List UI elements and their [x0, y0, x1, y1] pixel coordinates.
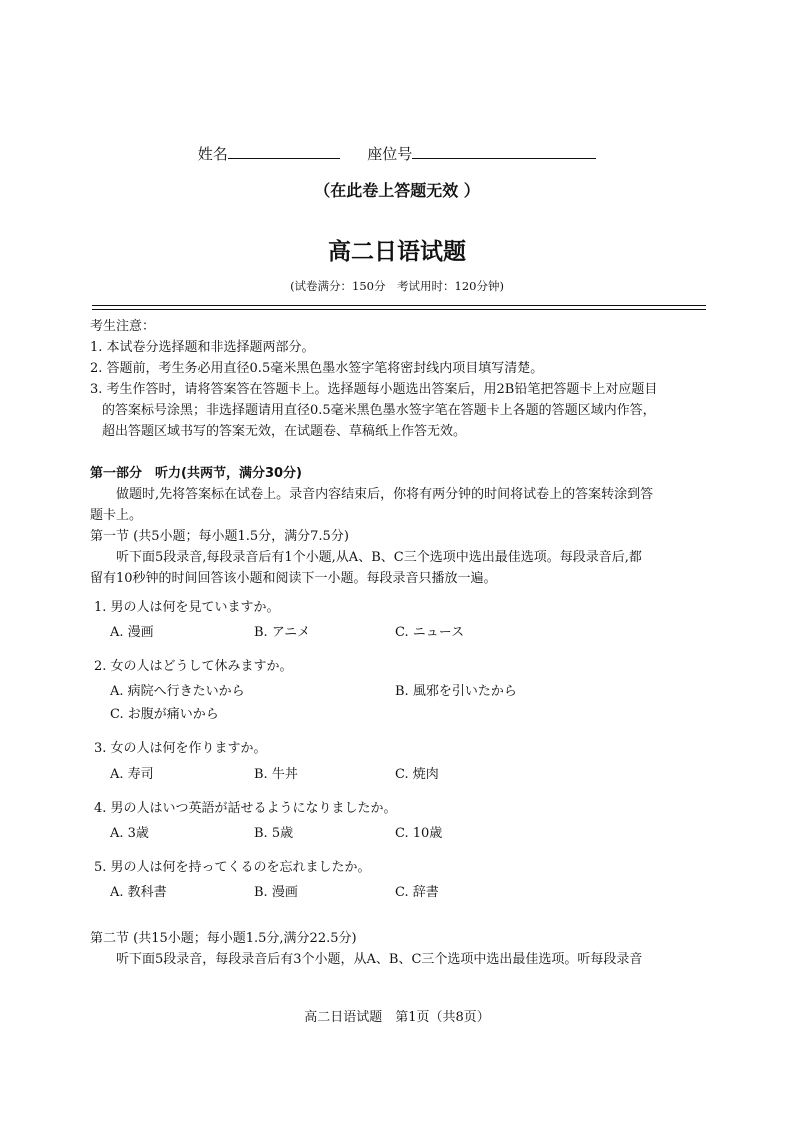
section1-directions: 听下面5段录音,每段录音后有1个小题,从A、B、C三个选项中选出最佳选项。每段录音后,都	[116, 550, 642, 565]
exam-subtitle: (试卷满分：150分 考试用时：120分钟)	[290, 279, 504, 293]
question-2-option-a: A. 病院へ行きたいから	[110, 684, 245, 699]
section2-heading: 第二节 (共15小题；每小题1.5分,满分22.5分)	[90, 931, 357, 946]
instruction-item: 超出答题区域书写的答案无效，在试题卷、草稿纸上作答无效。	[102, 424, 467, 439]
question-3-option-b: B. 牛丼	[254, 767, 298, 782]
section2	[90, 928, 710, 970]
question-5-stem: 5. 男の人は何を持ってくるのを忘れましたか。	[94, 860, 371, 875]
part1-intro: 做题时,先将答案标在试卷上。录音内容结束后，你将有两分钟的时间将试卷上的答案转涂到答	[116, 487, 654, 502]
name-label: 姓名	[197, 145, 228, 163]
instruction-item: 3. 考生作答时，请将答案答在答题卡上。选择题每小题选出答案后，用2B铅笔把答题卡上对应题目	[90, 382, 658, 397]
instruction-item: 1. 本试卷分选择题和非选择题两部分。	[90, 340, 315, 355]
question-1-option-a: A. 漫画	[110, 625, 154, 640]
question-2-option-c: C. お腹が痛いから	[110, 707, 219, 722]
question-3-option-a: A. 寿司	[110, 767, 154, 782]
question-4-option-a: A. 3歳	[110, 826, 149, 841]
question-2-option-b: B. 風邪を引いたから	[395, 684, 517, 699]
instructions	[90, 316, 710, 442]
part1-intro-cont: 题卡上。	[90, 508, 143, 523]
title-rule-bottom	[92, 309, 706, 310]
page-footer: 高二日语试题 第1页（共8页）	[304, 1010, 490, 1025]
name-blank	[228, 144, 340, 159]
instruction-item: 2. 答题前，考生务必用直径0.5毫米黑色墨水签字笔将密封线内项目填写清楚。	[90, 361, 544, 376]
title-rule-top	[92, 305, 706, 306]
candidate-info-line	[0, 143, 794, 164]
question-1-option-c: C. ニュース	[395, 625, 465, 640]
question-4-stem: 4. 男の人はいつ英語が話せるようになりましたか。	[94, 801, 397, 816]
part1	[90, 463, 710, 589]
question-3-stem: 3. 女の人は何を作りますか。	[94, 741, 267, 756]
section1-heading: 第一节 (共5小题；每小题1.5分，满分7.5分)	[90, 529, 349, 544]
question-3-option-c: C. 焼肉	[395, 767, 439, 782]
seat-blank	[412, 144, 596, 159]
question-4-option-c: C. 10歳	[395, 826, 443, 841]
question-5-option-a: A. 教科書	[110, 885, 167, 900]
seat-label: 座位号	[367, 145, 413, 163]
question-5-option-c: C. 辞書	[395, 885, 439, 900]
question-5-option-b: B. 漫画	[254, 885, 298, 900]
question-2-stem: 2. 女の人はどうして休みますか。	[94, 659, 293, 674]
instructions-heading: 考生注意：	[90, 319, 156, 334]
invalid-notice: （在此卷上答题无效 ）	[314, 181, 480, 200]
exam-title: 高二日语试题	[328, 238, 466, 265]
question-1-stem: 1. 男の人は何を見ていますか。	[94, 600, 280, 615]
question-1-option-b: B. アニメ	[254, 625, 311, 640]
section1-directions-cont: 留有10秒钟的时间回答该小题和阅读下一小题。每段录音只播放一遍。	[90, 571, 497, 586]
part1-heading: 第一部分 听力(共两节，满分30分)	[90, 466, 302, 481]
instruction-item: 的答案标号涂黑；非选择题请用直径0.5毫米黑色墨水签字笔在答题卡上各题的答题区域内作答，	[102, 403, 656, 418]
question-4-option-b: B. 5歳	[254, 826, 294, 841]
section2-directions: 听下面5段录音，每段录音后有3个小题，从A、B、C三个选项中选出最佳选项。听每段录音	[116, 952, 643, 967]
